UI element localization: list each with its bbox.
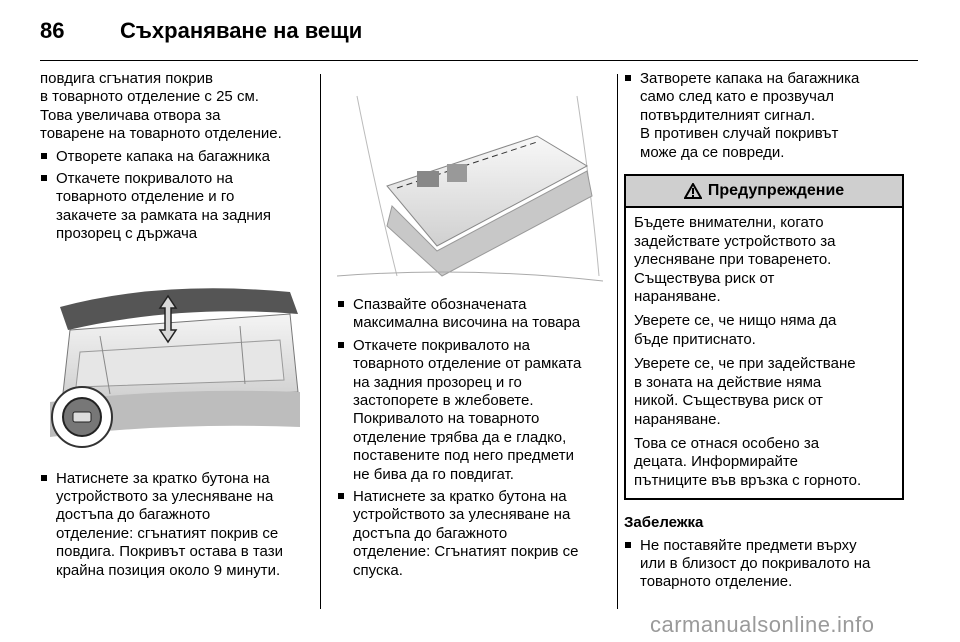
intro-line: повдига сгънатия покрив	[40, 70, 213, 87]
trunk-cover-illustration	[337, 76, 603, 288]
page-header	[0, 0, 960, 62]
bullet-line: спуска.	[353, 561, 403, 579]
warning-line: улесняване при товаренето.	[634, 251, 832, 269]
warning-paragraph	[634, 214, 894, 306]
bullet-line: максимална височина на товара	[353, 314, 581, 332]
bullet-line: прозорец с държача	[56, 225, 198, 243]
bullet-press-button-lower	[337, 488, 607, 580]
bullet-line: повдига. Покривът остава в тази	[56, 543, 283, 561]
bullet-line: Натиснете за кратко бутона на	[56, 469, 270, 487]
bullet-open-trunk	[40, 148, 302, 166]
page-title: Съхраняване на вещи	[120, 18, 363, 43]
warning-line: в зоната на действие няма	[634, 373, 822, 391]
bullet-close-trunk	[624, 70, 904, 162]
warning-paragraph	[634, 312, 894, 349]
bullet-line: устройството за улесняване на	[353, 506, 571, 524]
warning-line: Уверете се, че нищо няма да	[634, 312, 837, 330]
bullet-line: товарното отделение от рамката	[353, 355, 582, 373]
warning-box	[624, 174, 904, 500]
warning-line: Съществува риск от	[634, 269, 775, 287]
bullet-line: не бива да го повдигат.	[353, 465, 514, 483]
warning-body	[626, 208, 902, 498]
intro-line: Това увеличава отвора за	[40, 106, 221, 124]
bullet-line: Затворете капака на багажника	[640, 70, 860, 87]
right-column	[624, 70, 904, 592]
bullet-unhook-and-lock-cover	[337, 337, 607, 484]
warning-line: нараняване.	[634, 410, 721, 428]
warning-line: задействате устройството за	[634, 232, 836, 250]
bullet-press-button-raise	[40, 470, 302, 580]
bullet-marker	[625, 542, 631, 548]
intro-line: в товарното отделение с 25 см.	[40, 88, 259, 106]
warning-line: Бъдете внимателни, когато	[634, 214, 824, 232]
warning-line: Уверете се, че при задействане	[634, 355, 856, 373]
bullet-line: само след като е прозвучал	[640, 88, 835, 106]
bullet-line: на задния прозорец и го	[353, 373, 522, 391]
bullet-line: крайна позиция около 9 минути.	[56, 561, 281, 579]
warning-paragraph	[634, 435, 894, 490]
warning-paragraph	[634, 355, 894, 429]
bullet-line: поставените под него предмети	[353, 447, 574, 465]
bullet-line: достъпа до багажното	[56, 506, 211, 524]
middle-column	[337, 70, 607, 580]
bullet-line: Откачете покривалото на	[353, 336, 530, 354]
warning-header	[626, 176, 902, 208]
bullet-line: закачете за рамката на задния	[56, 206, 272, 224]
bullet-line: товарното отделение и го	[56, 188, 235, 206]
bullet-observe-max-height	[337, 296, 607, 333]
bullet-marker	[338, 493, 344, 499]
header-rule	[40, 60, 918, 61]
warning-line: пътниците във връзка с горното.	[634, 471, 862, 489]
bullet-marker	[338, 342, 344, 348]
bullet-line: достъпа до багажното	[353, 524, 508, 542]
left-column	[40, 70, 302, 580]
bullet-line: устройството за улесняване на	[56, 488, 274, 506]
bullet-line: потвърдителният сигнал.	[640, 106, 815, 124]
bullet-unhook-cover	[40, 170, 302, 244]
warning-line: нараняване.	[634, 288, 721, 306]
column-divider-1	[320, 74, 321, 609]
warning-line: Това се отнася особено за	[634, 434, 820, 452]
note-bullet	[624, 537, 904, 592]
bullet-line: или в близост до покривалото на	[640, 554, 871, 572]
warning-title: Предупреждение	[707, 182, 845, 200]
bullet-line: Спазвайте обозначената	[353, 296, 527, 313]
bullet-marker	[41, 153, 47, 159]
bullet-line: отделение: сгънатият покрив се	[56, 524, 279, 542]
bullet-line: товарното отделение.	[640, 573, 793, 591]
bullet-line: Откачете покривалото на	[56, 170, 233, 188]
warning-triangle-icon	[684, 183, 702, 199]
column-divider-2	[617, 74, 618, 609]
bullet-line: Натиснете за кратко бутона на	[353, 488, 567, 506]
bullet-line: отделение трябва да е гладко,	[353, 428, 567, 446]
intro-paragraph	[40, 70, 302, 144]
warning-line: никой. Съществува риск от	[634, 392, 823, 410]
bullet-marker	[625, 75, 631, 81]
page-number: 86	[40, 18, 65, 43]
note-title: Забележка	[624, 514, 704, 532]
warning-line: бъде притиснато.	[634, 330, 756, 348]
bullet-marker	[41, 175, 47, 181]
bullet-marker	[338, 301, 344, 307]
watermark: carmanualsonline.info	[650, 612, 875, 637]
bullet-line: може да се повреди.	[640, 143, 785, 161]
bullet-line: отделение: Сгънатият покрив се	[353, 543, 579, 561]
bullet-line: Покривалото на товарното	[353, 410, 540, 428]
trunk-raised-roof-illustration	[40, 252, 302, 462]
bullet-line: В противен случай покривът	[640, 125, 839, 143]
bullet-line: застопорете в жлебовете.	[353, 392, 534, 410]
bullet-marker	[41, 475, 47, 481]
intro-line: товарене на товарното отделение.	[40, 125, 282, 143]
bullet-line: Не поставяйте предмети върху	[640, 536, 857, 554]
bullet-text: Отворете капака на багажника	[56, 147, 270, 165]
warning-line: децата. Информирайте	[634, 453, 798, 471]
